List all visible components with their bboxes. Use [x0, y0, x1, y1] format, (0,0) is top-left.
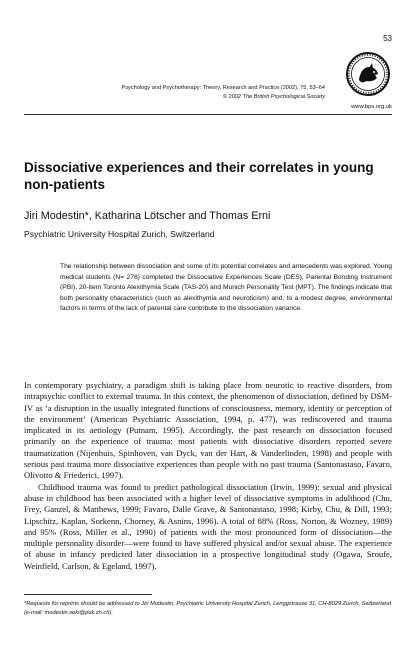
page-number: 53	[383, 34, 392, 43]
body-text	[24, 380, 392, 572]
footnote: *Requests for reprints should be addressed to Jiri Modestin, Psychiatric University Hospital Zurich, Lenggstrasse 31, CH-8029 Zurich, Switzerland (e-mail: modestin.seki@puk.zh.ch).	[24, 601, 392, 616]
article-affiliation: Psychiatric University Hospital Zurich, Switzerland	[24, 229, 215, 239]
copyright-society: The British Psychological Society	[242, 94, 325, 100]
journal-citation: Psychology and Psychotherapy: Theory, Research and Practice (2002), 75, 53–64	[121, 85, 325, 91]
bps-logo-icon	[344, 50, 392, 98]
abstract: The relationship between dissociation and some of its potential correlates and antecedents was explored. Young medical students (N= 276) completed the Dissociative Experiences Scale (DES), Parental Bonding Instrument (PBI), 20-item Toronto Alexithymia Scale (TAS-20) and Munich Personality Test (MPT). The findings indicate that both personality characteristics (such as alexithymia and neuroticism) and, to a modest degree, environmental factors in terms of the lack of parental care contribute to the dissociation variance.	[60, 263, 392, 313]
bps-url-link[interactable]: www.bps.org.uk	[351, 104, 392, 110]
journal-copyright	[122, 93, 325, 102]
article-title: Dissociative experiences and their correlates in young non-patients	[24, 160, 374, 192]
copyright-prefix: © 2002	[222, 94, 243, 100]
body-paragraph: Childhood trauma was found to predict pathological dissociation (Irwin, 1999): sexual and physical abuse in childhood has been associated with a higher level of dissociative symptoms in adulthood (Chu, Frey, Ganzel, & Matthews, 1999; Favaro, Dalle Grave, & Santonastaso, 1998; Kirby, Chu, & Dill, 1993; Lipschitz, Kaplan, Sorkenn, Chorney, & Asnins, 1996). A total of 88% (Ross, Norton, & Wozney, 1989) and 95% (Ross, Miller et al., 1990) of patients with the most pronounced form of dissociation—the multiple personality disorder—were found to have suffered physical and/or sexual abuse. The experience of abuse in infancy predicted later dissociation in a prospective longitudinal study (Ogawa, Sroufe, Weinfield, Carlson, & Egeland, 1997).	[24, 481, 392, 571]
article-authors: Jiri Modestin*, Katharina Lötscher and Thomas Erni	[24, 210, 271, 222]
footnote-rule	[24, 594, 152, 595]
body-paragraph: In contemporary psychiatry, a paradigm shift is taking place from neurotic to reactive disorders, from intrapsychic conflict to external trauma. In this context, the phenomenon of dissociation, defined by DSM-IV as ‘a disruption in the usually integrated functions of consciousness, memory, identity or perception of the environment’ (American Psychiatric Association, 1994, p. 477), was rediscovered and trauma implicated in its aetiology (Putnam, 1995). Accordingly, the past research on dissociation focused primarily on the experience of trauma: most patients with dissociative disorders reported severe traumatization (Nijenhuis, Spinhoven, van Dyck, van der Hart, & Vanderlinden, 1998) and people with serious past trauma more dissociative experiences than people with no past trauma (Santonastaso, Favaro, Olivotto & Friederici, 1997).	[24, 380, 392, 481]
journal-header	[122, 84, 325, 102]
header-rule	[24, 114, 392, 115]
